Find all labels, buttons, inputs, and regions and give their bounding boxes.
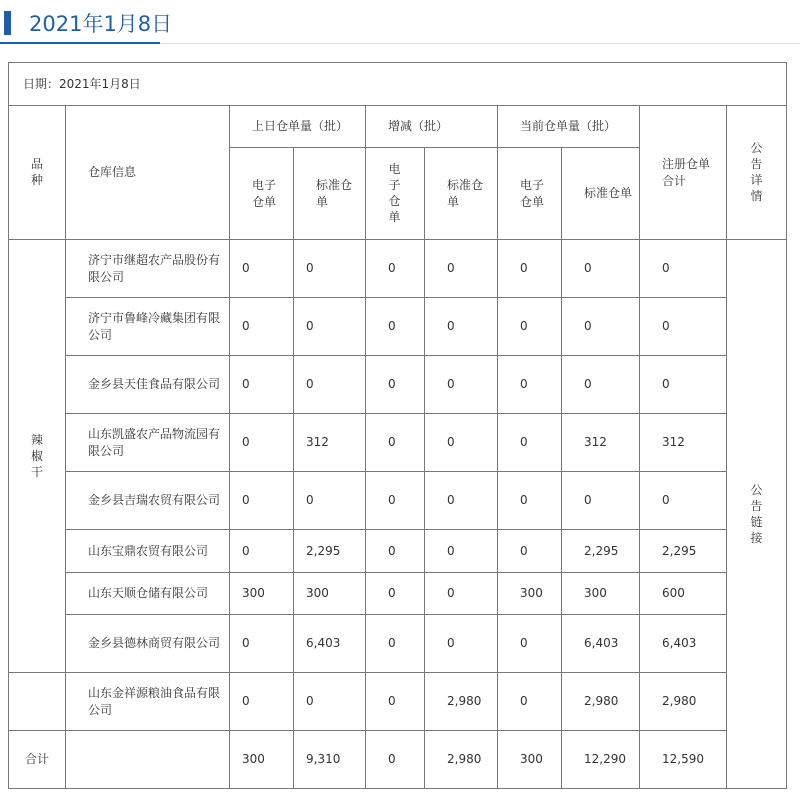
registered-total: 0 — [640, 472, 727, 530]
registered-total: 0 — [640, 356, 727, 414]
header-warehouse: 仓库信息 — [66, 106, 230, 240]
totals-chg-electronic: 0 — [366, 731, 425, 789]
cur-standard: 0 — [562, 240, 640, 298]
chg-electronic: 0 — [366, 472, 425, 530]
chg-electronic: 0 — [366, 573, 425, 615]
prev-electronic: 0 — [230, 615, 294, 673]
prev-electronic: 0 — [230, 298, 294, 356]
cur-electronic: 0 — [498, 530, 562, 573]
header-variety: 品种 — [9, 106, 66, 240]
prev-electronic: 300 — [230, 573, 294, 615]
chg-standard: 0 — [425, 573, 498, 615]
prev-standard: 300 — [294, 573, 366, 615]
header-divider — [160, 43, 800, 44]
registered-total: 0 — [640, 240, 727, 298]
prev-standard: 0 — [294, 356, 366, 414]
chg-standard: 0 — [425, 240, 498, 298]
warehouse-name: 济宁市继超农产品股份有限公司 — [66, 240, 230, 298]
warehouse-name: 山东宝鼎农贸有限公司 — [66, 530, 230, 573]
chg-standard: 0 — [425, 472, 498, 530]
chg-electronic: 0 — [366, 673, 425, 731]
totals-cur-electronic: 300 — [498, 731, 562, 789]
table-row — [9, 530, 787, 573]
page-title: 2021年1月8日 — [29, 12, 173, 36]
page-header — [0, 0, 800, 48]
chg-standard: 0 — [425, 414, 498, 472]
chg-electronic: 0 — [366, 298, 425, 356]
prev-electronic: 0 — [230, 673, 294, 731]
cur-standard: 300 — [562, 573, 640, 615]
header-cur-electronic: 电子仓单 — [498, 148, 562, 240]
title-underline — [0, 42, 160, 44]
chg-standard: 0 — [425, 530, 498, 573]
notice-link[interactable]: 公告链接 — [727, 240, 787, 789]
prev-standard: 0 — [294, 673, 366, 731]
date-row — [9, 63, 787, 106]
header-row-1 — [9, 106, 787, 148]
cur-standard: 312 — [562, 414, 640, 472]
chg-electronic: 0 — [366, 615, 425, 673]
header-chg-electronic: 电子仓单 — [366, 148, 425, 240]
prev-standard: 0 — [294, 472, 366, 530]
totals-prev-standard: 9,310 — [294, 731, 366, 789]
cur-standard: 2,980 — [562, 673, 640, 731]
registered-total: 2,295 — [640, 530, 727, 573]
table-row — [9, 240, 787, 298]
variety-cell-empty — [9, 673, 66, 731]
date-line: 日期：2021年1月8日 — [9, 63, 787, 106]
chg-standard: 2,980 — [425, 673, 498, 731]
warehouse-name: 山东天顺仓储有限公司 — [66, 573, 230, 615]
cur-standard: 2,295 — [562, 530, 640, 573]
totals-row — [9, 731, 787, 789]
table-row — [9, 472, 787, 530]
warehouse-receipt-table — [8, 62, 787, 789]
prev-standard: 312 — [294, 414, 366, 472]
header-prev-electronic: 电子仓单 — [230, 148, 294, 240]
cur-electronic: 0 — [498, 298, 562, 356]
chg-electronic: 0 — [366, 530, 425, 573]
prev-standard: 2,295 — [294, 530, 366, 573]
cur-electronic: 0 — [498, 472, 562, 530]
warehouse-name: 金乡县德林商贸有限公司 — [66, 615, 230, 673]
header-registered-total: 注册仓单合计 — [640, 106, 727, 240]
prev-standard: 6,403 — [294, 615, 366, 673]
table-row — [9, 414, 787, 472]
cur-standard: 6,403 — [562, 615, 640, 673]
header-prev-standard: 标准仓单 — [294, 148, 366, 240]
prev-standard: 0 — [294, 298, 366, 356]
cur-standard: 0 — [562, 298, 640, 356]
registered-total: 312 — [640, 414, 727, 472]
registered-total: 2,980 — [640, 673, 727, 731]
cur-standard: 0 — [562, 356, 640, 414]
warehouse-name: 金乡县天佳食品有限公司 — [66, 356, 230, 414]
header-change: 增减（批） — [366, 106, 498, 148]
chg-electronic: 0 — [366, 240, 425, 298]
cur-electronic: 0 — [498, 615, 562, 673]
totals-label: 合计 — [9, 731, 66, 789]
warehouse-name: 济宁市鲁峰冷藏集团有限公司 — [66, 298, 230, 356]
header-cur-standard: 标准仓单 — [562, 148, 640, 240]
prev-electronic: 0 — [230, 356, 294, 414]
totals-prev-electronic: 300 — [230, 731, 294, 789]
prev-standard: 0 — [294, 240, 366, 298]
cur-standard: 0 — [562, 472, 640, 530]
totals-chg-standard: 2,980 — [425, 731, 498, 789]
totals-warehouse-empty — [66, 731, 230, 789]
cur-electronic: 0 — [498, 240, 562, 298]
prev-electronic: 0 — [230, 414, 294, 472]
table-row — [9, 356, 787, 414]
chg-electronic: 0 — [366, 356, 425, 414]
table-row — [9, 615, 787, 673]
prev-electronic: 0 — [230, 472, 294, 530]
totals-registered: 12,590 — [640, 731, 727, 789]
cur-electronic: 300 — [498, 573, 562, 615]
header-chg-standard: 标准仓单 — [425, 148, 498, 240]
table-row — [9, 298, 787, 356]
cur-electronic: 0 — [498, 414, 562, 472]
header-current: 当前仓单量（批） — [498, 106, 640, 148]
prev-electronic: 0 — [230, 240, 294, 298]
registered-total: 0 — [640, 298, 727, 356]
registered-total: 600 — [640, 573, 727, 615]
chg-standard: 0 — [425, 615, 498, 673]
chg-standard: 0 — [425, 298, 498, 356]
cur-electronic: 0 — [498, 673, 562, 731]
header-prev-day: 上日仓单量（批） — [230, 106, 366, 148]
table-row — [9, 673, 787, 731]
title-accent-bar — [4, 11, 11, 35]
header-notice-detail: 公告详情 — [727, 106, 787, 240]
warehouse-name: 山东凯盛农产品物流园有限公司 — [66, 414, 230, 472]
totals-cur-standard: 12,290 — [562, 731, 640, 789]
chg-standard: 0 — [425, 356, 498, 414]
table-row — [9, 573, 787, 615]
registered-total: 6,403 — [640, 615, 727, 673]
cur-electronic: 0 — [498, 356, 562, 414]
variety-cell: 辣椒干 — [9, 240, 66, 673]
chg-electronic: 0 — [366, 414, 425, 472]
prev-electronic: 0 — [230, 530, 294, 573]
warehouse-name: 金乡县吉瑞农贸有限公司 — [66, 472, 230, 530]
warehouse-name: 山东金祥源粮油食品有限公司 — [66, 673, 230, 731]
